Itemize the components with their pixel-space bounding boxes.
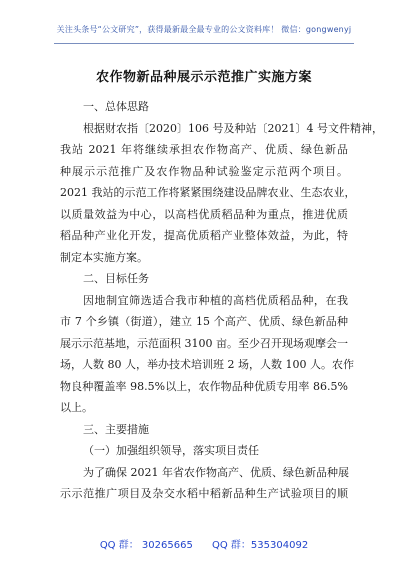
paragraph-line: 示示范推广项目及杂交水稻中稻新品种生产试验项目的顺 xyxy=(60,487,348,500)
paragraph-line: 2021 我站的示范工作将紧紧围绕建设品牌农业、生态农业， xyxy=(60,186,356,199)
paragraph-line: 为了确保 2021 年省农作物高产、优质、绿色新品种展 xyxy=(83,465,349,479)
section-heading-2: 二、目标任务 xyxy=(83,272,149,285)
section-heading-3: 三、主要措施 xyxy=(83,422,149,436)
paragraph-line: 稻品种产业化开发，提高优质稻产业整体效益，为此，特 xyxy=(60,229,348,242)
paragraph-line: 市 7 个乡镇（街道），建立 15 个高产、优质、绿色新品种 xyxy=(60,315,348,328)
footer-qq-group-1: QQ 群： 30265665 xyxy=(99,540,193,551)
document-title: 农作物新品种展示示范推广实施方案 xyxy=(95,70,312,85)
document-body xyxy=(60,96,383,505)
section-heading-1: 一、总体思路 xyxy=(83,100,149,113)
paragraph-line: 根据财农指〔2020〕106 号及种站〔2021〕4 号文件精神， xyxy=(83,121,383,135)
paragraph-line: 展示示范基地，示范面积 3100 亩。至少召开现场观摩会一 xyxy=(60,336,348,350)
paragraph-line: 种展示示范推广及农作物品种试验鉴定示范两个项目。 xyxy=(60,164,348,178)
paragraph-line: 我站 2021 年将继续承担农作物高产、优质、绿色新品 xyxy=(60,143,348,156)
footer-qq-group-2: QQ 群：535304092 xyxy=(212,540,309,551)
paragraph-line: 以质量效益为中心，以高档优质稻品种为重点，推进优质 xyxy=(60,207,348,221)
paragraph-line: 制定本实施方案。 xyxy=(60,250,148,264)
footer-contact xyxy=(0,536,408,551)
paragraph-line: 场，人数 80 人，举办技术培训班 2 场，人数 100 人。农作 xyxy=(60,358,354,371)
subsection-heading: （一）加强组织领导，落实项目责任 xyxy=(83,444,259,457)
paragraph-line: 以上。 xyxy=(60,401,93,414)
paragraph-line: 物良种覆盖率 98.5%以上，农作物品种优质专用率 86.5% xyxy=(60,379,348,393)
paragraph-line: 因地制宜筛选适合我市种植的高档优质稻品种，在我 xyxy=(83,293,348,307)
header-banner: 关注头条号“公文研究”，获得最新最全最专业的公文资料库！ 微信：gongwenyj xyxy=(56,25,352,34)
header-divider xyxy=(54,43,354,44)
